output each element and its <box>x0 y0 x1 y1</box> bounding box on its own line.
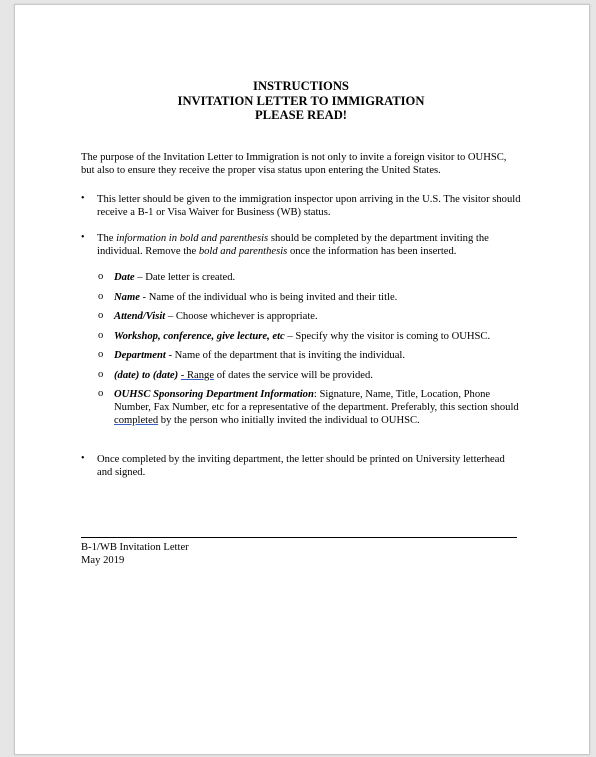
intro-paragraph: The purpose of the Invitation Letter to Immigration is not only to invite a foreign visitor to OUHSC, but also to ensure they receive the proper visa status upon entering the United States. <box>81 152 507 177</box>
sub-item-date-range: o (date) to (date) - Range of dates the service will be provided. <box>98 369 373 381</box>
sub-bullet-symbol: o <box>98 291 104 302</box>
bullet-text: Once completed by the inviting department, the letter should be printed on University letterhead and signed. <box>97 454 505 479</box>
field-term: Date <box>114 272 135 283</box>
sub-bullet-symbol: o <box>98 349 104 360</box>
sub-bullet-symbol: o <box>98 388 104 399</box>
document-page <box>14 4 590 755</box>
field-term: OUHSC Sponsoring Department Information <box>114 389 314 400</box>
bullet-item-2 <box>81 232 521 258</box>
emphasis-text: information in bold and parenthesis <box>116 233 269 244</box>
emphasis-text: bold and parenthesis <box>198 246 288 258</box>
field-term: (date) to (date) <box>114 370 179 381</box>
field-term: Name <box>114 292 140 303</box>
bullet-symbol: • <box>81 232 85 243</box>
spellcheck-flagged-text: completed <box>114 415 159 427</box>
heading-line-2: INVITATION LETTER TO IMMIGRATION <box>177 93 425 108</box>
bullet-text: This letter should be given to the immigration inspector upon arriving in the U.S. The visitor should receive a B-1 or Visa Waiver for Business (WB) status. <box>97 194 521 219</box>
document-heading <box>81 79 521 123</box>
footer-line-2: May 2019 <box>81 555 125 567</box>
bullet-item-1 <box>81 193 521 219</box>
bullet-symbol: • <box>81 193 85 204</box>
sub-item-department: o Department - Name of the department that is inviting the individual. <box>98 349 405 361</box>
field-term: Attend/Visit <box>114 311 166 322</box>
footer-line-1: B-1/WB Invitation Letter <box>81 542 189 553</box>
sub-bullet-symbol: o <box>98 369 104 380</box>
field-term: Workshop, conference, give lecture, etc <box>114 331 285 342</box>
field-term: Department <box>114 350 166 361</box>
sub-item-sponsoring-department: o OUHSC Sponsoring Department Information: Signature, Name, Title, Location, Phone Number, Fax Number, etc for a representative of the department. Preferably, this section should completed by the person who initially invited the individual to OUHSC. <box>98 388 519 427</box>
document-footer <box>81 541 189 567</box>
bullet-text: The information in bold and parenthesis should be completed by the department inviting the individual. Remove the bold and parenthesis once the information has been inserted. <box>97 233 489 258</box>
bullet-symbol: • <box>81 453 85 464</box>
sub-item-date: o Date – Date letter is created. <box>98 271 236 283</box>
spellcheck-flagged-text: - Range <box>180 370 215 381</box>
sub-item-workshop: o Workshop, conference, give lecture, etc – Specify why the visitor is coming to OUHSC. <box>98 330 491 342</box>
heading-line-1: INSTRUCTIONS <box>253 79 349 93</box>
sub-bullet-symbol: o <box>98 330 104 341</box>
footer-divider <box>81 537 517 538</box>
bullet-item-3 <box>81 453 521 479</box>
sub-item-attend-visit: o Attend/Visit – Choose whichever is appropriate. <box>98 310 318 322</box>
sub-bullet-symbol: o <box>98 310 104 321</box>
heading-line-3: PLEASE READ! <box>254 108 348 122</box>
sub-item-name: o Name - Name of the individual who is being invited and their title. <box>98 291 398 303</box>
sub-bullet-symbol: o <box>98 271 104 282</box>
